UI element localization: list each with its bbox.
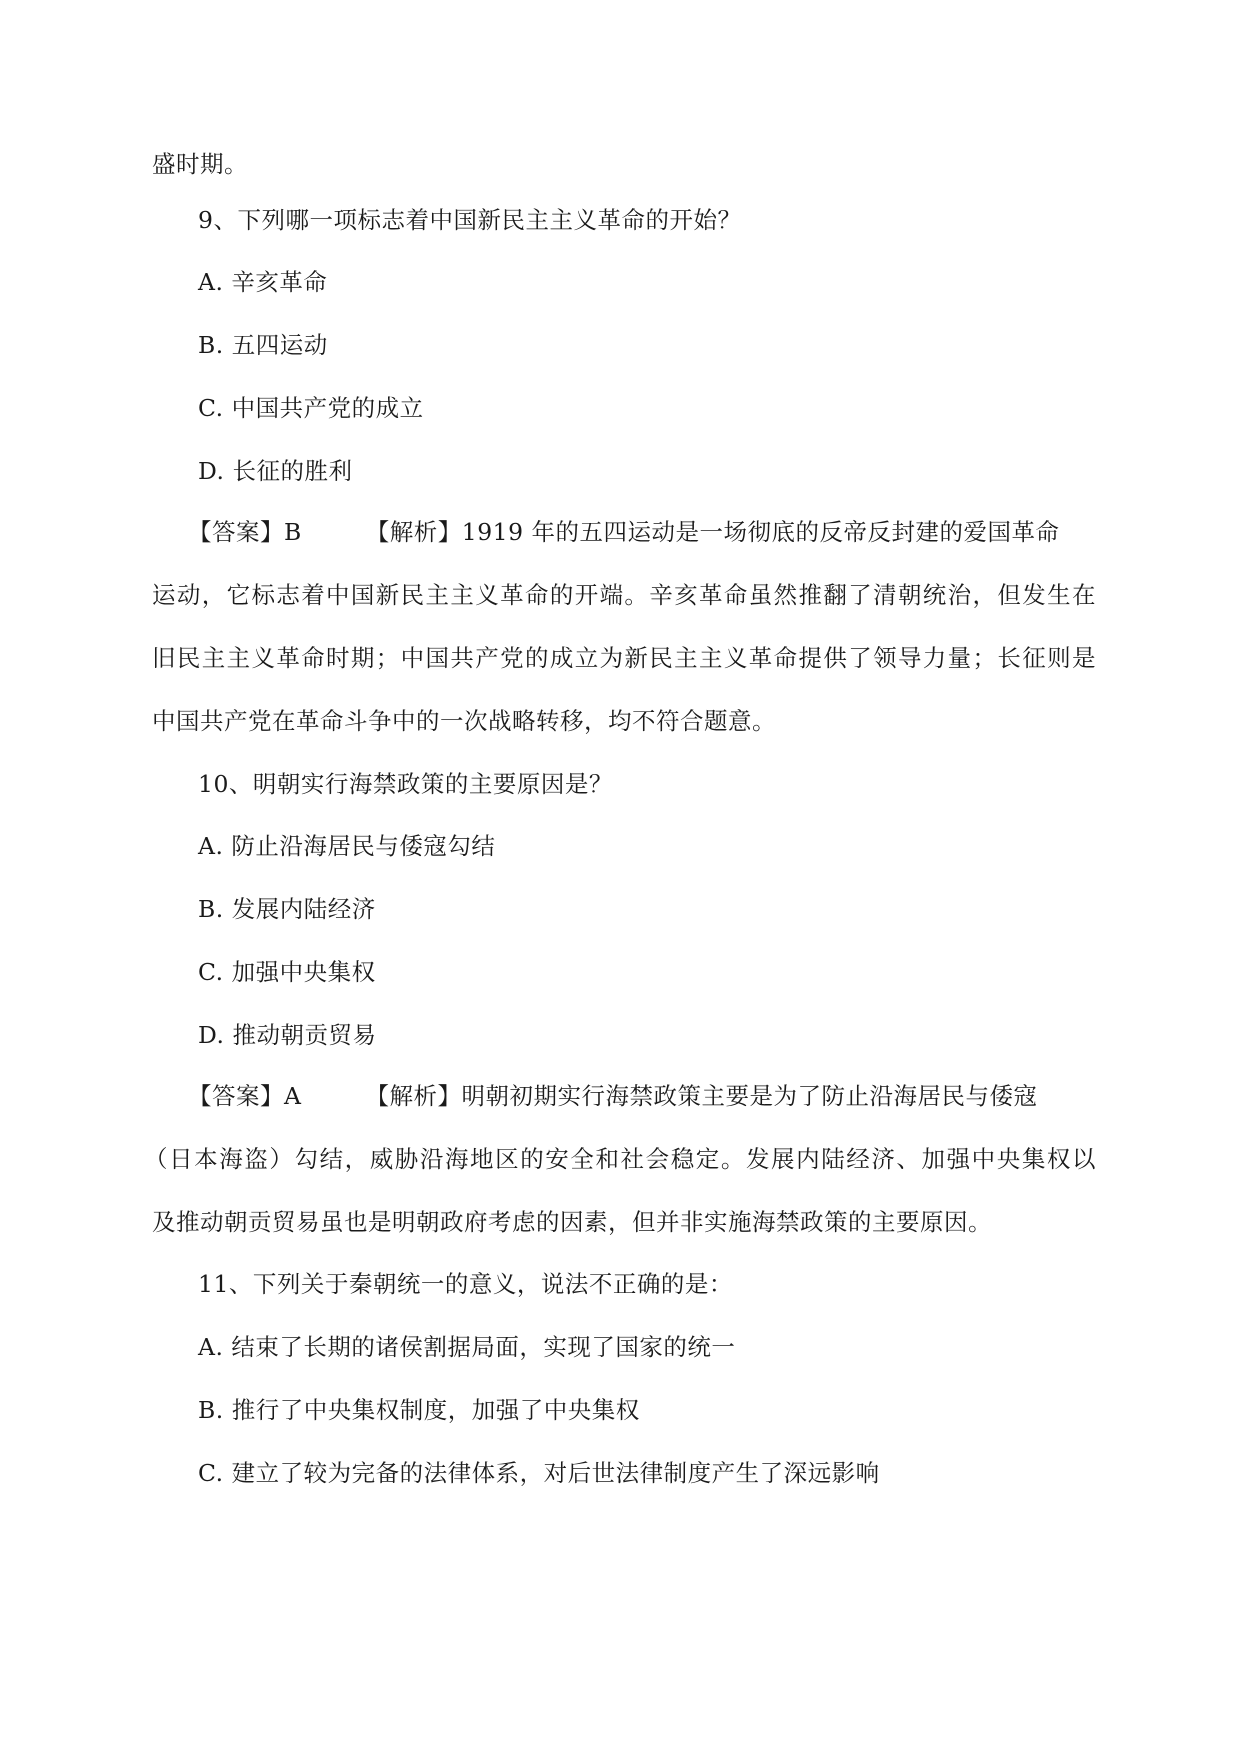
question-10-option-d: D. 推动朝贡贸易: [198, 1021, 377, 1049]
question-9-prompt: 9、下列哪一项标志着中国新民主主义革命的开始？: [198, 206, 742, 234]
question-9-option-c: C. 中国共产党的成立: [198, 394, 424, 422]
question-10-explanation-line-1: 明朝初期实行海禁政策主要是为了防止沿海居民与倭寇: [461, 1082, 1038, 1110]
question-10-prompt: 10、明朝实行海禁政策的主要原因是？: [198, 770, 613, 798]
question-9-answer: 【答案】B: [188, 518, 302, 546]
question-10-answer: 【答案】A: [188, 1082, 302, 1110]
question-10-answer-line: [188, 1080, 1037, 1112]
question-9-option-b: B. 五四运动: [198, 331, 328, 359]
question-10-option-a: A. 防止沿海居民与倭寇勾结: [198, 832, 496, 860]
question-10-explanation-label: 【解析】: [365, 1082, 462, 1110]
question-9-option-a: A. 辛亥革命: [198, 268, 328, 296]
question-11-option-c: C. 建立了较为完备的法律体系，对后世法律制度产生了深远影响: [198, 1459, 880, 1487]
continuation-text: 盛时期。: [152, 150, 248, 178]
question-11-prompt: 11、下列关于秦朝统一的意义，说法不正确的是：: [198, 1270, 733, 1298]
question-10-option-b: B. 发展内陆经济: [198, 895, 376, 923]
question-9-explanation-line-1: 1919 年的五四运动是一场彻底的反帝反封建的爱国革命: [461, 518, 1060, 546]
question-9-explanation-line-2: 运动，它标志着中国新民主主义革命的开端。辛亥革命虽然推翻了清朝统治，但发生在: [152, 581, 1096, 609]
question-9-explanation-line-3: 旧民主主义革命时期；中国共产党的成立为新民主主义革命提供了领导力量；长征则是: [152, 644, 1096, 672]
question-10-option-c: C. 加强中央集权: [198, 958, 376, 986]
question-11-option-b: B. 推行了中央集权制度，加强了中央集权: [198, 1396, 640, 1424]
question-10-explanation-line-2: （日本海盗）勾结，威胁沿海地区的安全和社会稳定。发展内陆经济、加强中央集权以: [144, 1145, 1096, 1173]
question-9-explanation-line-4: 中国共产党在革命斗争中的一次战略转移，均不符合题意。: [152, 707, 776, 735]
question-9-explanation-label: 【解析】: [365, 518, 462, 546]
question-9-answer-line: [188, 516, 1060, 548]
question-11-option-a: A. 结束了长期的诸侯割据局面，实现了国家的统一: [198, 1333, 736, 1361]
question-10-explanation-line-3: 及推动朝贡贸易虽也是明朝政府考虑的因素，但并非实施海禁政策的主要原因。: [152, 1208, 992, 1236]
question-9-option-d: D. 长征的胜利: [198, 457, 353, 485]
